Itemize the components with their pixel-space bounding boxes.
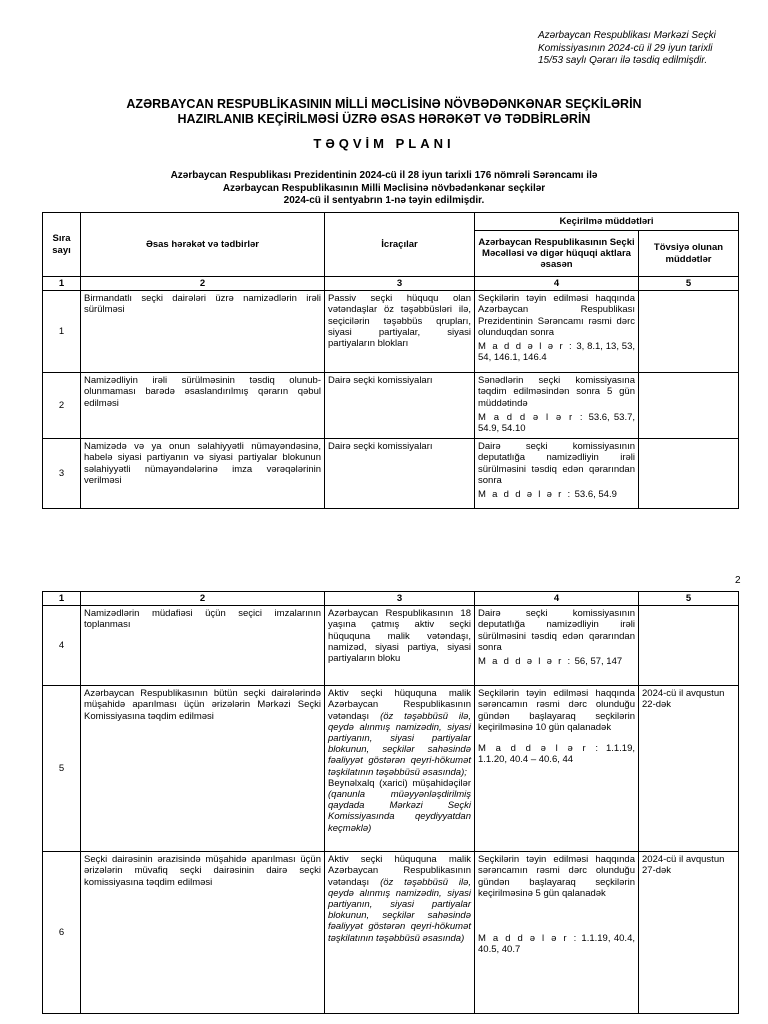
header-code-basis: Azərbaycan Respublikasının Seçki Məcəlləsi və digər hüquqi aktlara əsasən — [475, 231, 639, 277]
row-number: 3 — [43, 439, 81, 509]
approval-line: Komissiyasının 2024-cü il 29 iyun tarixli — [538, 42, 713, 54]
executors-cell: Dairə seçki komissiyaları — [325, 373, 475, 439]
activity-cell: Seçki dairəsinin ərazisində müşahidə aparılması üçün ərizələrin müvafiq seçki dairəsinin dairə seçki komissiyasına təqdim edilməsi — [81, 852, 325, 1014]
decree-note — [0, 170, 768, 208]
document-title-line1: AZƏRBAYCAN RESPUBLİKASININ MİLLİ MƏCLİSİNƏ NÖVBƏDƏNKƏNAR SEÇKİLƏRİN — [126, 97, 642, 111]
approval-note — [538, 30, 763, 68]
executors-cell: Azərbaycan Respublikasının 18 yaşına çatmış aktiv seçki hüququna malik vətəndaşı, namizəd, siyasi partiya, siyasi partiyaların bloku — [325, 606, 475, 686]
recommended-cell — [639, 373, 739, 439]
row-number: 1 — [43, 291, 81, 373]
basis-text: Dairə seçki komissiyasının deputatlığa namizədliyin irəli sürülməsini təsdiq edən qərarından sonra — [478, 608, 635, 653]
table-row — [43, 606, 739, 686]
table-row — [43, 291, 739, 373]
executors-cell: Passiv seçki hüququ olan vətəndaşlar öz təşəbbüsləri ilə, seçicilərin təşəbbüs qrupları, siyasi partiyalar, siyasi partiyaların blokları — [325, 291, 475, 373]
articles — [478, 341, 635, 363]
madde-label: M a d d ə l ə r : — [478, 743, 600, 755]
header-no: Sıra sayı — [43, 213, 81, 277]
basis-text: Seçkilərin təyin edilməsi haqqında sərəncamın rəsmi dərc olunduğu gündən başlayaraq seçkilərin keçirilməsinə 5 gün qalanadək — [478, 854, 635, 899]
madde-label: M a d d ə l ə r : — [478, 341, 574, 353]
column-number: 4 — [475, 277, 639, 291]
basis-cell — [475, 291, 639, 373]
executors-text: Aktiv seçki hüququna malik Azərbaycan Respublikasının vətəndaşı — [328, 688, 471, 722]
decree-line: Azərbaycan Respublikasının Milli Məclisinə növbədənkənar seçkilər — [222, 182, 546, 194]
basis-text: Dairə seçki komissiyasının deputatlığa namizədliyin irəli sürülməsini təsdiq edən qərarından sonra — [478, 441, 635, 486]
activity-cell: Namizədlərin müdafiəsi üçün seçici imzalarının toplanması — [81, 606, 325, 686]
column-number: 5 — [639, 277, 739, 291]
executors-note: (qanunla müəyyənləşdirilmiş qaydada Mərkəzi Seçki Komissiyasında qeydiyyatdan keçməklə) — [328, 789, 471, 834]
articles-list: 53.6, 53.7, 54.9, 54.10 — [478, 411, 636, 435]
column-number: 2 — [81, 592, 325, 606]
table-row — [43, 439, 739, 509]
basis-cell — [475, 439, 639, 509]
executors-cell: Dairə seçki komissiyaları — [325, 439, 475, 509]
recommended-cell — [639, 291, 739, 373]
row-number: 6 — [43, 852, 81, 1014]
activity-cell: Namizədliyin irəli sürülməsinin təsdiq olunub-olunmaması barədə əsaslandırılmış qərarın qəbul edilməsi — [81, 373, 325, 439]
executors-text: Aktiv seçki hüququna malik Azərbaycan Respublikasının vətəndaşı — [328, 854, 471, 888]
header-executors: İcraçılar — [325, 213, 475, 277]
madde-label: M a d d ə l ə r : — [478, 489, 572, 501]
articles-list: 56, 57, 147 — [574, 656, 623, 668]
column-number: 4 — [475, 592, 639, 606]
articles-list: 53.6, 54.9 — [574, 489, 617, 501]
executors-note: (öz təşəbbüsü ilə, qeydə alınmış namizədin, siyasi partiyanın, siyasi partiyalar blokunun, seçkilər sahəsində fəaliyyət göstərən qeyri-hökumət təşkilatının təşəbbüsü əsasında) — [328, 876, 471, 944]
row-number: 5 — [43, 686, 81, 852]
table-row — [43, 686, 739, 852]
column-number: 5 — [639, 592, 739, 606]
articles — [478, 743, 635, 765]
executors-cell — [325, 686, 475, 852]
madde-label: M a d d ə l ə r : — [478, 656, 572, 668]
decree-line: Azərbaycan Respublikası Prezidentinin 2024-cü il 28 iyun tarixli 176 nömrəli Sərəncamı ilə — [170, 170, 598, 181]
activity-cell: Birmandatlı seçki dairələri üzrə namizədlərin irəli sürülməsi — [81, 291, 325, 373]
calendar-table-page2 — [42, 591, 739, 1014]
recommended-cell — [639, 439, 739, 509]
articles-list: 1.1.19, 1.1.20, 40.4 – 40.6, 44 — [478, 743, 635, 766]
row-number: 2 — [43, 373, 81, 439]
header-deadlines: Keçirilmə müddətləri — [475, 213, 739, 231]
articles-list: 1.1.19, 40.4, 40.5, 40.7 — [478, 933, 635, 956]
basis-cell — [475, 686, 639, 852]
executors-cell — [325, 852, 475, 1014]
recommended-cell — [639, 606, 739, 686]
basis-cell — [475, 606, 639, 686]
row-number: 4 — [43, 606, 81, 686]
recommended-cell: 2024-cü il avqustun 27-dək — [639, 852, 739, 1014]
activity-cell: Azərbaycan Respublikasının bütün seçki dairələrində müşahidə aparılması üçün ərizələrin Mərkəzi Seçki Komissiyasına təqdim edilməsi — [81, 686, 325, 852]
page-number: 2 — [735, 575, 741, 586]
decree-line: 2024-cü il sentyabrın 1-nə təyin edilmişdir. — [283, 195, 485, 206]
header-activity: Əsas hərəkət və tədbirlər — [81, 213, 325, 277]
approval-line: Azərbaycan Respublikası Mərkəzi Seçki — [538, 30, 716, 41]
basis-text: Sənədlərin seçki komissiyasına təqdim edilməsindən sonra 5 gün müddətində — [478, 375, 635, 409]
madde-label: M a d d ə l ə r : — [478, 411, 585, 423]
calendar-table-page1 — [42, 212, 739, 509]
table-row — [43, 373, 739, 439]
basis-text: Seçkilərin təyin edilməsi haqqında sərəncamın rəsmi dərc olunduğu gündən başlayaraq seçkilərin keçirilməsinə 10 gün qalanadək — [478, 688, 635, 733]
column-number: 3 — [325, 592, 475, 606]
document-title-line2: HAZIRLANIB KEÇİRİLMƏSİ ÜZRƏ ƏSAS HƏRƏKƏT VƏ TƏDBİRLƏRİN — [177, 112, 591, 126]
table-row — [43, 852, 739, 1014]
activity-cell: Namizədə və ya onun səlahiyyətli nümayəndəsinə, habelə siyasi partiyanın və siyasi partiyalar blokunun səlahiyyətli nümayəndələrinə imza vərəqələrinin verilməsi — [81, 439, 325, 509]
executors-text: Beynəlxalq (xarici) müşahidəçilər — [328, 777, 471, 789]
articles — [478, 489, 635, 500]
approval-line: 15/53 saylı Qərarı ilə təsdiq edilmişdir. — [538, 55, 708, 66]
madde-label: M a d d ə l ə r : — [478, 933, 579, 945]
basis-cell — [475, 373, 639, 439]
column-number: 2 — [81, 277, 325, 291]
articles — [478, 656, 635, 667]
articles-list: 3, 8.1, 13, 53, 54, 146.1, 146.4 — [478, 341, 635, 364]
column-number: 1 — [43, 277, 81, 291]
document-subtitle: TƏQVİM PLANI — [313, 136, 455, 151]
recommended-cell: 2024-cü il avqustun 22-dək — [639, 686, 739, 852]
basis-cell — [475, 852, 639, 1014]
column-number: 3 — [325, 277, 475, 291]
basis-text: Seçkilərin təyin edilməsi haqqında Azərbaycan Respublikası Prezidentinin Sərəncamı rəsmi dərc olunduqdan sonra — [478, 293, 635, 338]
executors-note: (öz təşəbbüsü ilə, qeydə alınmış namizədin, siyasi partiyanın, siyasi partiyalar blokunun, seçkilər sahəsində fəaliyyət göstərən qeyri-hökumət təşkilatının təşəbbüsü əsasında); — [328, 710, 471, 778]
articles — [478, 933, 635, 955]
column-number: 1 — [43, 592, 81, 606]
articles — [478, 412, 635, 434]
header-recommended: Tövsiyə olunan müddətlər — [639, 231, 739, 277]
